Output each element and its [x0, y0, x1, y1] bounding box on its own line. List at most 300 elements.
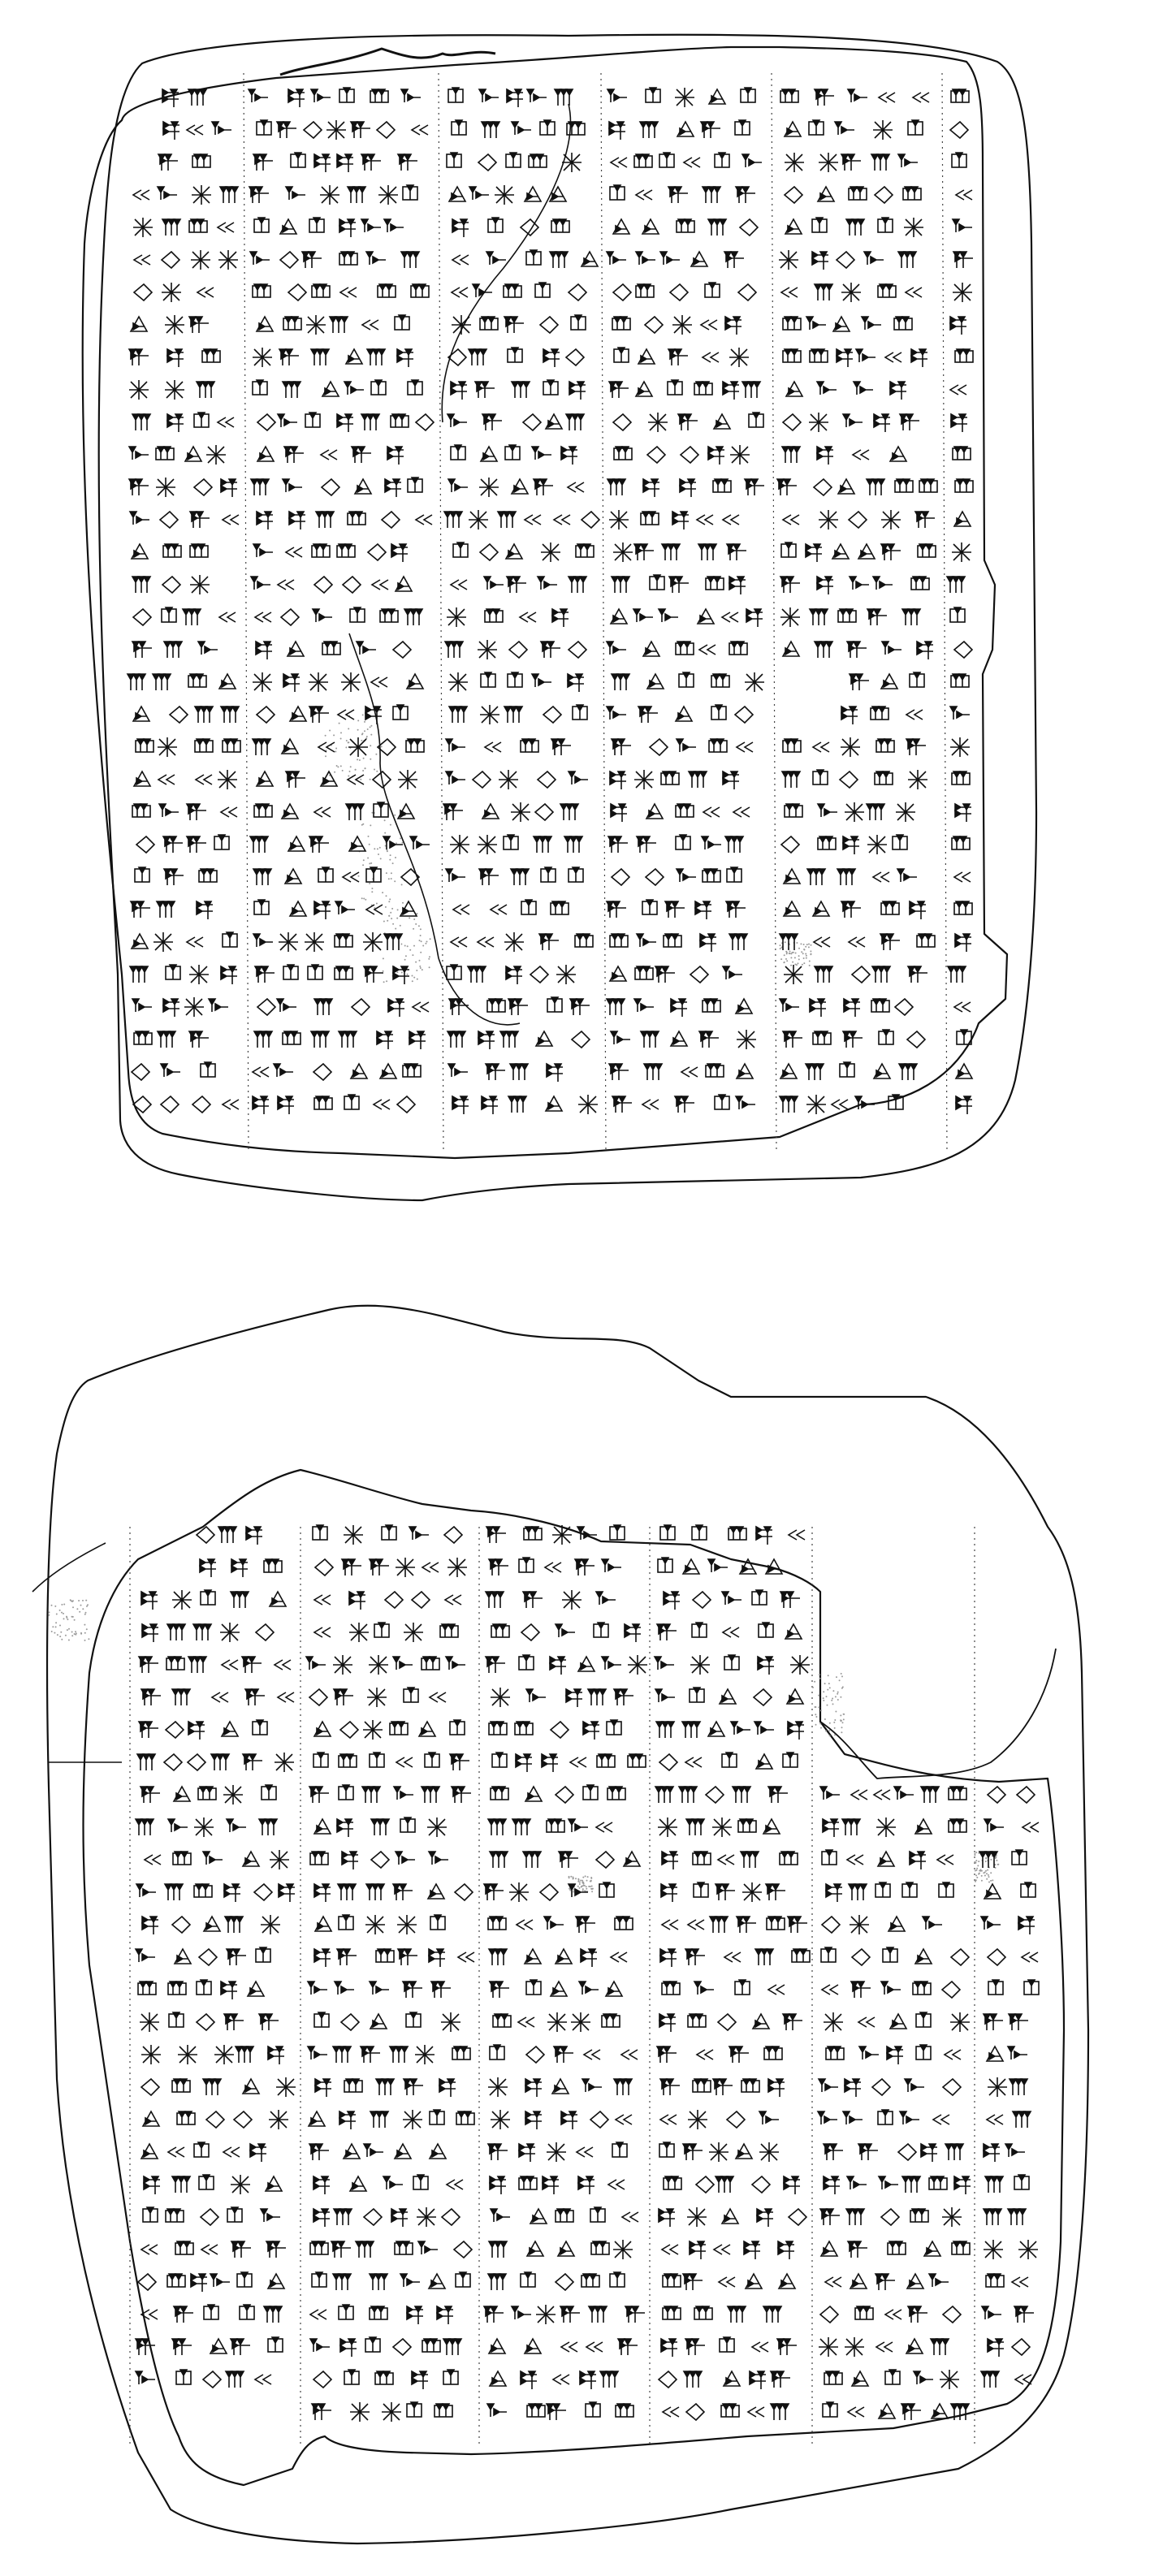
wedge-sign	[162, 219, 180, 236]
stipple-dot	[832, 1698, 833, 1700]
stipple-dot	[416, 970, 417, 971]
wedge-sign	[578, 1095, 598, 1114]
stipple-dot	[391, 878, 392, 880]
stipple-dot	[84, 1624, 85, 1626]
wedge-sign	[311, 349, 329, 365]
wedge-sign	[562, 153, 582, 172]
stipple-dot	[72, 1606, 74, 1608]
wedge-sign	[815, 642, 832, 658]
stipple-dot	[384, 832, 386, 834]
wedge-sign	[482, 122, 499, 138]
stipple-dot	[388, 915, 390, 917]
stipple-dot	[370, 726, 371, 728]
stipple-dot	[803, 957, 805, 959]
stipple-dot	[381, 746, 383, 747]
wedge-sign	[309, 672, 328, 692]
stipple-dot	[818, 1706, 819, 1708]
stipple-dot	[579, 1882, 581, 1883]
stipple-dot	[802, 964, 803, 966]
stipple-dot	[810, 953, 811, 955]
stipple-dot	[839, 1679, 841, 1681]
stipple-dot	[975, 1870, 976, 1872]
stipple-dot	[397, 909, 399, 910]
wedge-sign	[589, 2306, 607, 2323]
stipple-dot	[792, 952, 793, 953]
stipple-dot	[840, 1719, 841, 1721]
wedge-sign	[824, 2012, 843, 2032]
wedge-sign	[338, 1884, 356, 1900]
wedge-sign	[985, 2176, 1003, 2193]
stipple-dot	[832, 1690, 834, 1692]
wedge-sign	[571, 2012, 590, 2032]
stipple-dot	[992, 1879, 993, 1881]
wedge-sign	[841, 283, 861, 302]
stipple-dot	[55, 1622, 57, 1623]
stipple-dot	[71, 1600, 72, 1601]
wedge-sign	[197, 382, 214, 398]
stipple-dot	[418, 925, 420, 927]
wedge-sign	[898, 252, 916, 268]
stipple-dot	[413, 977, 415, 979]
wedge-sign	[261, 1915, 280, 1934]
stipple-dot	[786, 960, 788, 962]
stipple-dot	[371, 888, 373, 889]
stipple-dot	[790, 957, 792, 958]
stipple-dot	[342, 770, 344, 772]
wedge-sign	[641, 1031, 659, 1048]
wedge-sign	[279, 932, 298, 952]
wedge-sign	[218, 1527, 236, 1543]
stipple-dot	[429, 966, 430, 968]
wedge-sign	[330, 317, 348, 333]
stipple-dot	[59, 1610, 61, 1611]
stipple-dot	[361, 897, 363, 899]
stipple-dot	[794, 957, 796, 958]
wedge-sign	[140, 2012, 159, 2032]
stipple-dot	[371, 891, 373, 893]
stipple-dot	[570, 1876, 572, 1878]
stipple-dot	[806, 957, 807, 959]
stipple-dot	[412, 954, 413, 956]
stipple-dot	[983, 1872, 984, 1874]
wedge-sign	[306, 315, 326, 335]
stipple-dot	[383, 921, 385, 923]
stipple-dot	[812, 1687, 814, 1688]
stipple-dot	[837, 1699, 839, 1701]
wedge-sign	[339, 1031, 357, 1048]
stipple-dot	[419, 940, 421, 941]
stipple-dot	[395, 928, 396, 930]
wedge-sign	[314, 999, 332, 1015]
wedge-sign	[1018, 2240, 1038, 2259]
wedge-sign	[231, 2175, 250, 2194]
wedge-sign	[950, 737, 970, 757]
wedge-sign	[742, 382, 760, 398]
stipple-dot	[84, 1640, 86, 1641]
stipple-dot	[71, 1632, 73, 1633]
stipple-dot	[831, 1700, 832, 1701]
stipple-dot	[369, 883, 370, 884]
wedge-sign	[397, 1915, 417, 1934]
stipple-dot	[370, 745, 371, 746]
wedge-sign	[488, 1819, 506, 1835]
stipple-dot	[591, 1891, 593, 1892]
stipple-dot	[829, 1735, 831, 1736]
stipple-dot	[362, 823, 364, 825]
wedge-sign	[165, 380, 184, 400]
wedge-sign	[367, 349, 385, 365]
stipple-dot	[590, 1877, 592, 1878]
stipple-dot	[407, 945, 409, 947]
stipple-dot	[340, 765, 342, 767]
stipple-dot	[84, 1614, 86, 1615]
wedge-sign	[867, 835, 887, 854]
stipple-dot	[369, 844, 370, 845]
stipple-dot	[979, 1873, 980, 1874]
wedge-sign	[276, 2077, 296, 2097]
stipple-dot	[72, 1600, 74, 1601]
stipple-dot	[392, 923, 394, 925]
stipple-dot	[48, 1614, 50, 1616]
stipple-dot	[573, 1891, 574, 1893]
wedge-sign	[500, 1031, 518, 1048]
stipple-dot	[806, 955, 807, 957]
stipple-dot	[811, 944, 812, 946]
wedge-sign	[191, 250, 210, 270]
wedge-sign	[382, 2402, 401, 2422]
stipple-dot	[997, 1864, 999, 1865]
wedge-sign	[253, 869, 271, 885]
stipple-dot	[425, 943, 426, 944]
wedge-sign	[741, 1852, 759, 1868]
wedge-sign	[807, 869, 825, 885]
stipple-dot	[836, 1676, 837, 1678]
stipple-dot	[975, 1879, 977, 1881]
wedge-sign	[129, 380, 149, 400]
stipple-dot	[360, 779, 361, 780]
stipple-dot	[805, 953, 806, 955]
wedge-sign	[158, 1031, 175, 1048]
wedge-sign	[344, 1525, 363, 1545]
stipple-dot	[582, 1881, 584, 1882]
wedge-sign	[841, 737, 860, 757]
stipple-dot	[798, 948, 800, 949]
wedge-sign	[450, 835, 469, 854]
stipple-dot	[988, 1874, 989, 1876]
wedge-sign	[771, 2404, 789, 2420]
wedge-sign	[703, 187, 720, 203]
wedge-sign	[819, 153, 838, 172]
stipple-dot	[363, 859, 365, 861]
stipple-dot	[986, 1878, 988, 1880]
wedge-sign	[523, 1852, 541, 1868]
stipple-dot	[86, 1628, 88, 1630]
wedge-sign	[404, 1623, 423, 1642]
stipple-dot	[357, 729, 359, 731]
wedge-sign	[1008, 2209, 1026, 2225]
stipple-dot	[577, 1878, 579, 1880]
wedge-sign	[560, 804, 578, 820]
stipple-dot	[57, 1634, 58, 1636]
wedge-sign	[366, 1884, 384, 1900]
stipple-dot	[841, 1727, 843, 1728]
stipple-dot	[829, 1687, 831, 1688]
wedge-sign	[945, 2144, 963, 2160]
wedge-sign	[220, 1623, 240, 1642]
wedge-sign	[815, 966, 832, 983]
wedge-sign	[157, 901, 175, 918]
stipple-dot	[362, 770, 364, 772]
wedge-sign	[698, 544, 716, 560]
stipple-dot	[339, 723, 340, 724]
wedge-sign	[612, 674, 629, 690]
stipple-dot	[987, 1869, 988, 1871]
wedge-sign	[188, 89, 206, 106]
wedge-sign	[684, 2371, 702, 2388]
stipple-dot	[795, 953, 797, 954]
stipple-dot	[990, 1872, 992, 1874]
wedge-sign	[845, 2337, 864, 2357]
wedge-sign	[195, 707, 213, 723]
stipple-dot	[840, 1696, 841, 1698]
wedge-sign	[363, 932, 383, 952]
stipple-dot	[823, 1700, 824, 1701]
stipple-dot	[80, 1605, 82, 1606]
wedge-sign	[609, 510, 629, 529]
wedge-sign	[403, 2110, 422, 2129]
stipple-dot	[390, 912, 391, 914]
wedge-sign	[682, 1722, 700, 1738]
wedge-sign	[729, 934, 747, 950]
stipple-dot	[421, 940, 422, 942]
stipple-dot	[988, 1882, 990, 1883]
stipple-dot	[333, 734, 335, 736]
wedge-sign	[634, 770, 654, 789]
wedge-sign	[672, 315, 692, 335]
stipple-dot	[85, 1612, 87, 1614]
stipple-dot	[803, 962, 805, 964]
stipple-dot	[340, 738, 342, 740]
wedge-sign	[153, 932, 173, 952]
wedge-sign	[398, 770, 417, 789]
stipple-dot	[369, 862, 370, 864]
stipple-dot	[591, 1888, 593, 1890]
stipple-dot	[780, 948, 781, 949]
wedge-sign	[725, 836, 743, 853]
stipple-dot	[979, 1870, 980, 1872]
stipple-dot	[391, 908, 393, 910]
wedge-sign	[370, 2111, 388, 2128]
stipple-dot	[382, 892, 383, 893]
stipple-dot	[841, 1675, 843, 1677]
wedge-sign	[305, 932, 324, 952]
stipple-dot	[335, 748, 337, 750]
wedge-sign	[837, 869, 855, 885]
stipple-dot	[388, 901, 390, 902]
wedge-sign	[742, 1882, 762, 1902]
wedge-sign	[367, 1688, 387, 1707]
wedge-sign	[850, 1915, 869, 1934]
wedge-sign	[508, 1096, 526, 1113]
stipple-dot	[407, 974, 409, 975]
wedge-sign	[640, 122, 658, 138]
stipple-dot	[383, 981, 385, 983]
stipple-dot	[420, 928, 422, 930]
wedge-sign	[214, 2045, 234, 2064]
wedge-sign	[512, 382, 530, 398]
wedge-sign	[415, 2045, 435, 2064]
stipple-dot	[396, 918, 398, 919]
stipple-dot	[780, 944, 781, 946]
stipple-dot	[357, 720, 359, 721]
stipple-dot	[585, 1875, 586, 1877]
stipple-dot	[573, 1877, 574, 1878]
stipple-dot	[981, 1875, 983, 1877]
wedge-sign	[190, 575, 210, 594]
stipple-dot	[837, 1693, 838, 1695]
wedge-sign	[504, 707, 522, 723]
stipple-dot	[819, 1723, 821, 1725]
stipple-dot	[362, 864, 364, 866]
wedge-sign	[569, 577, 586, 593]
stipple-dot	[370, 862, 372, 864]
stipple-dot	[785, 958, 787, 960]
stipple-dot	[386, 895, 387, 897]
stipple-dot	[376, 903, 378, 905]
wedge-sign	[547, 2142, 566, 2162]
wedge-sign	[333, 2047, 351, 2063]
wedge-sign	[275, 1753, 294, 1772]
stipple-dot	[419, 960, 421, 962]
stipple-dot	[575, 1878, 577, 1879]
wedge-sign	[867, 479, 884, 495]
wedge-sign	[716, 2176, 733, 2193]
stipple-dot	[334, 772, 335, 773]
stipple-dot	[577, 1886, 579, 1887]
wedge-sign	[921, 1787, 939, 1803]
stipple-dot	[348, 728, 349, 729]
stipple-dot	[808, 944, 810, 945]
stipple-dot	[823, 1691, 824, 1692]
wedge-sign	[401, 252, 419, 268]
wedge-sign	[550, 252, 568, 268]
stipple-dot	[335, 751, 336, 753]
wedge-sign	[504, 932, 524, 952]
wedge-sign	[218, 770, 237, 789]
wedge-sign	[441, 2012, 460, 2032]
stipple-dot	[422, 945, 424, 947]
stipple-dot	[370, 824, 371, 826]
stipple-dot	[394, 815, 396, 816]
wedge-sign	[469, 349, 486, 365]
stipple-dot	[87, 1604, 89, 1606]
wedge-sign	[614, 2079, 632, 2095]
stipple-dot	[375, 754, 377, 755]
wedge-sign	[167, 1624, 185, 1640]
stipple-dot	[420, 935, 422, 936]
stipple-dot	[978, 1861, 979, 1862]
stipple-dot	[409, 917, 410, 918]
stipple-dot	[85, 1600, 87, 1601]
stipple-dot	[827, 1705, 828, 1706]
wedge-sign	[679, 1787, 697, 1803]
stipple-dot	[976, 1868, 978, 1869]
wedge-sign	[556, 965, 576, 984]
stipple-dot	[380, 858, 382, 859]
stipple-dot	[413, 918, 415, 920]
stipple-dot	[348, 776, 349, 777]
stipple-dot	[422, 969, 423, 970]
wedge-sign	[782, 772, 800, 788]
wedge-sign	[165, 315, 184, 335]
stipple-dot	[417, 979, 418, 980]
stipple-dot	[371, 812, 373, 814]
stipple-dot	[801, 951, 802, 953]
stipple-dot	[348, 741, 349, 743]
wedge-sign	[489, 1949, 507, 1965]
stipple-dot	[428, 958, 430, 960]
stipple-dot	[55, 1626, 57, 1627]
stipple-dot	[419, 966, 421, 967]
wedge-sign	[183, 609, 201, 625]
wedge-sign	[780, 607, 800, 627]
wedge-sign	[250, 836, 268, 853]
wedge-sign	[658, 1817, 677, 1837]
wedge-sign	[564, 836, 582, 853]
stipple-dot	[412, 980, 413, 982]
stipple-dot	[985, 1861, 987, 1862]
stipple-dot	[409, 949, 411, 951]
stipple-dot	[976, 1869, 978, 1871]
stipple-dot	[815, 1716, 817, 1718]
stipple-dot	[74, 1633, 76, 1635]
wedge-sign	[192, 185, 211, 205]
stipple-dot	[54, 1606, 56, 1607]
wedge-sign	[690, 1655, 710, 1675]
stipple-dot	[975, 1862, 977, 1864]
stipple-dot	[800, 943, 802, 944]
stipple-dot	[798, 955, 800, 957]
stipple-dot	[75, 1631, 76, 1632]
wedge-sign	[644, 1064, 662, 1080]
stipple-dot	[388, 878, 390, 880]
stipple-dot	[387, 920, 388, 922]
wedge-sign	[488, 2077, 508, 2097]
wedge-sign	[708, 219, 726, 236]
stipple-dot	[390, 854, 391, 856]
stipple-dot	[357, 759, 358, 760]
wedge-sign	[444, 512, 462, 528]
stipple-dot	[396, 971, 398, 973]
wedge-sign	[156, 478, 175, 497]
wedge-sign	[950, 2012, 970, 2032]
wedge-sign	[443, 2339, 461, 2355]
stipple-dot	[828, 1730, 830, 1731]
stipple-dot	[974, 1853, 975, 1855]
stipple-dot	[784, 954, 785, 956]
wedge-sign	[872, 966, 890, 983]
stipple-dot	[990, 1859, 992, 1861]
stipple-dot	[834, 1734, 836, 1735]
stipple-dot	[840, 1714, 841, 1716]
stipple-dot	[582, 1877, 584, 1878]
stipple-dot	[819, 1678, 821, 1679]
wedge-sign	[952, 542, 971, 562]
stipple-dot	[401, 884, 403, 885]
stipple-dot	[582, 1880, 583, 1882]
wedge-sign	[350, 2402, 370, 2422]
stipple-dot	[828, 1675, 829, 1676]
